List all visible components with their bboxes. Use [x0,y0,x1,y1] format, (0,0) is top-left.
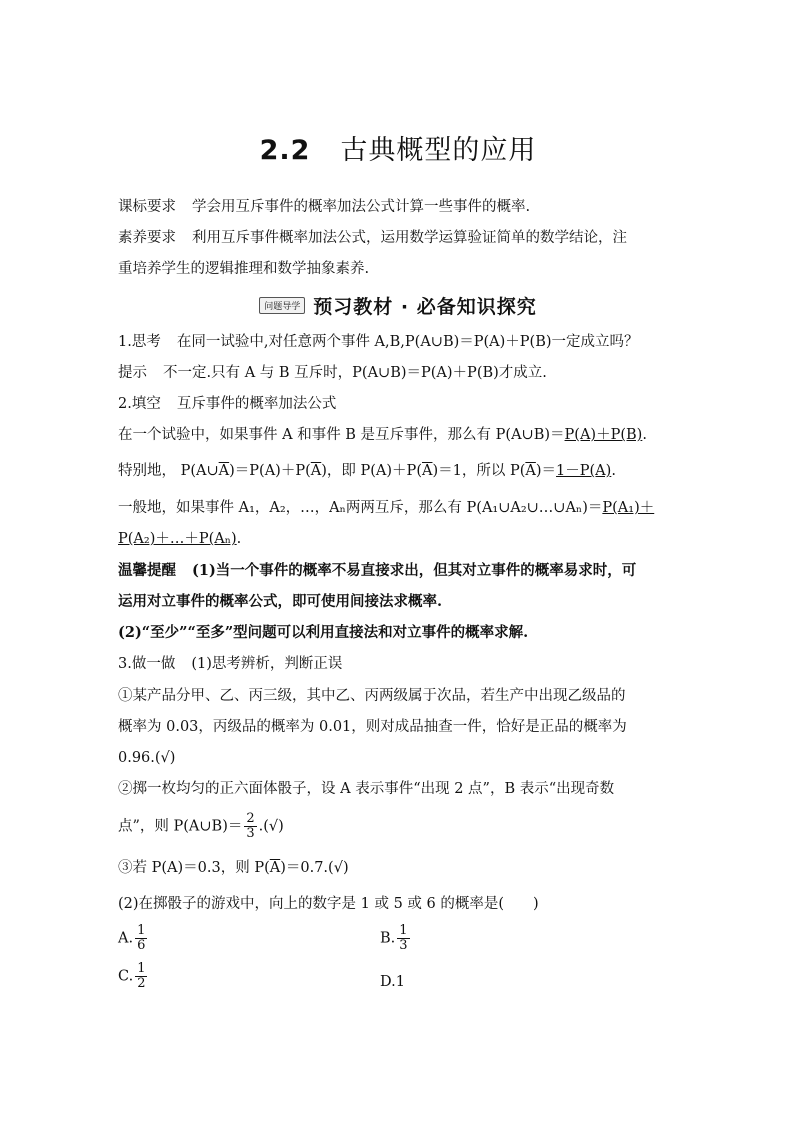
page-title [118,128,678,167]
judge2-text-1: ②掷一枚均匀的正六面体骰子，设 A 表示事件“出现 2 点”，B 表示“出现奇数 [118,781,615,797]
kebiao-label: 课标要求 [118,199,176,215]
fill2-h: $\overline{A}$ [525,463,536,479]
judge1-line-2 [118,717,627,737]
suyang-text-2: 重培养学生的逻辑推理和数学抽象素养. [118,261,370,277]
judge1-text-3: 0.96.(√) [118,750,176,766]
fill3-line [118,498,654,518]
q3-text: (1)思考辨析，判断正误 [191,656,343,672]
fill3-line-2 [118,529,241,549]
q1-text: 在同一试验中,对任意两个事件 A,B,P(A∪B)＝P(A)＋P(B)一定成立吗？ [176,334,639,350]
tip-line [118,561,636,581]
suyang-text-1: 利用互斥事件概率加法公式，运用数学运算验证简单的数学结论，注 [192,230,627,246]
hint-line [118,363,547,383]
option-b-fraction [397,924,409,953]
section-title: 预习教材 · 必备知识探究 [313,296,537,318]
fill2-d: $\overline{A}$ [310,463,322,479]
option-d [380,972,405,992]
fill3-text: 一般地，如果事件 A₁，A₂，…，Aₙ两两互斥，那么有 P(A₁∪A₂∪…∪Aₙ)＝ [118,500,603,516]
fill2-c: )＝P(A)＋P( [229,463,311,479]
fill1-end: . [642,427,647,443]
judge3-line [118,858,349,878]
q3-label: 3.做一做 [118,656,176,672]
option-c-label: C. [118,968,134,985]
suyang-line [118,228,627,248]
title-text: 古典概型的应用 [340,135,537,166]
fill1-answer: P(A)＋P(B) [564,427,643,443]
hint-label: 提示 [118,365,147,381]
tip-text-2: 运用对立事件的概率公式，即可使用间接法求概率. [118,593,443,610]
fraction-denominator: 2 [137,976,146,991]
fill1-line [118,425,647,445]
section-tag: 问题导学 [259,297,305,314]
tip-label: 温馨提醒 [118,562,176,579]
q4-line [118,894,539,914]
suyang-line-2 [118,259,369,279]
fill2-end: . [611,463,616,479]
judge1-line-1 [118,686,626,706]
tip-text-1: (1)当一个事件的概率不易直接求出，但其对立事件的概率易求时，可 [192,562,637,579]
kebiao-line [118,197,530,217]
q2-text: 互斥事件的概率加法公式 [176,396,337,412]
fill3-answer: P(A₁)＋ [602,500,655,516]
option-a-label: A. [118,930,134,947]
fill3-answer-2: P(A₂)＋…＋P(Aₙ) [118,531,237,547]
judge1-text-2: 概率为 0.03，丙级品的概率为 0.01，则对成品抽查一件，恰好是正品的概率为 [118,719,627,735]
kebiao-text: 学会用互斥事件的概率加法公式计算一些事件的概率. [192,199,531,215]
judge3-c: )＝0.7.(√) [280,860,349,876]
judge2-fraction [244,812,256,841]
fill2-a: 特别地， P(A∪ [118,463,219,479]
fraction-numerator: 1 [137,923,146,938]
option-a-fraction [135,924,147,953]
section-header [118,292,678,319]
fraction-denominator: 3 [399,938,408,953]
tip-line-3 [118,623,528,643]
q4-text: (2)在掷骰子的游戏中，向上的数字是 1 或 5 或 6 的概率是( ) [118,896,539,912]
fill3-end: . [236,531,242,547]
tip-line-2 [118,592,442,612]
option-c [118,962,149,991]
option-a [118,924,149,953]
q3-line [118,654,342,674]
judge1-text-1: ①某产品分甲、乙、丙三级，其中乙、丙两级属于次品，若生产中出现乙级品的 [118,688,626,704]
fill2-line [118,461,616,481]
tip-text-3: (2)“至少”“至多”型问题可以利用直接法和对立事件的概率求解. [118,624,529,641]
fraction-numerator: 1 [399,923,408,938]
fill2-i: )＝ [535,463,557,479]
fraction-numerator: 2 [246,811,255,826]
suyang-label: 素养要求 [118,230,176,246]
fraction-denominator: 6 [137,938,146,953]
fill2-e: )，即 P(A)＋P( [321,463,422,479]
q1-line [118,332,639,352]
judge1-line-3 [118,748,175,768]
hint-text: 不一定.只有 A 与 B 互斥时，P(A∪B)＝P(A)＋P(B)才成立. [163,365,547,381]
option-c-fraction [135,962,147,991]
fill2-b: $\overline{A}$ [218,463,230,479]
q2-line [118,394,336,414]
option-d-label: D.1 [380,974,405,990]
fill1-text: 在一个试验中，如果事件 A 和事件 B 是互斥事件，那么有 P(A∪B)＝ [118,427,565,443]
option-b [380,924,412,953]
q2-label: 2.填空 [118,396,161,412]
fill2-f: $\overline{A}$ [421,463,433,479]
q1-label: 1.思考 [118,334,161,350]
judge2-line-1 [118,779,614,799]
judge2-line-2 [118,812,284,841]
option-b-label: B. [380,930,396,947]
fraction-denominator: 3 [246,826,255,841]
judge3-a: ③若 P(A)＝0.3，则 P( [118,860,270,876]
fill2-g: )＝1，所以 P( [432,463,526,479]
judge3-b: $\overline{A}$ [269,860,281,876]
judge2-text-2a: 点”，则 P(A∪B)＝ [118,818,243,835]
title-number: 2.2 [259,135,311,166]
fill2-answer: 1－P(A) [556,463,612,479]
fraction-numerator: 1 [137,961,146,976]
judge2-text-2b: .(√) [258,818,284,835]
